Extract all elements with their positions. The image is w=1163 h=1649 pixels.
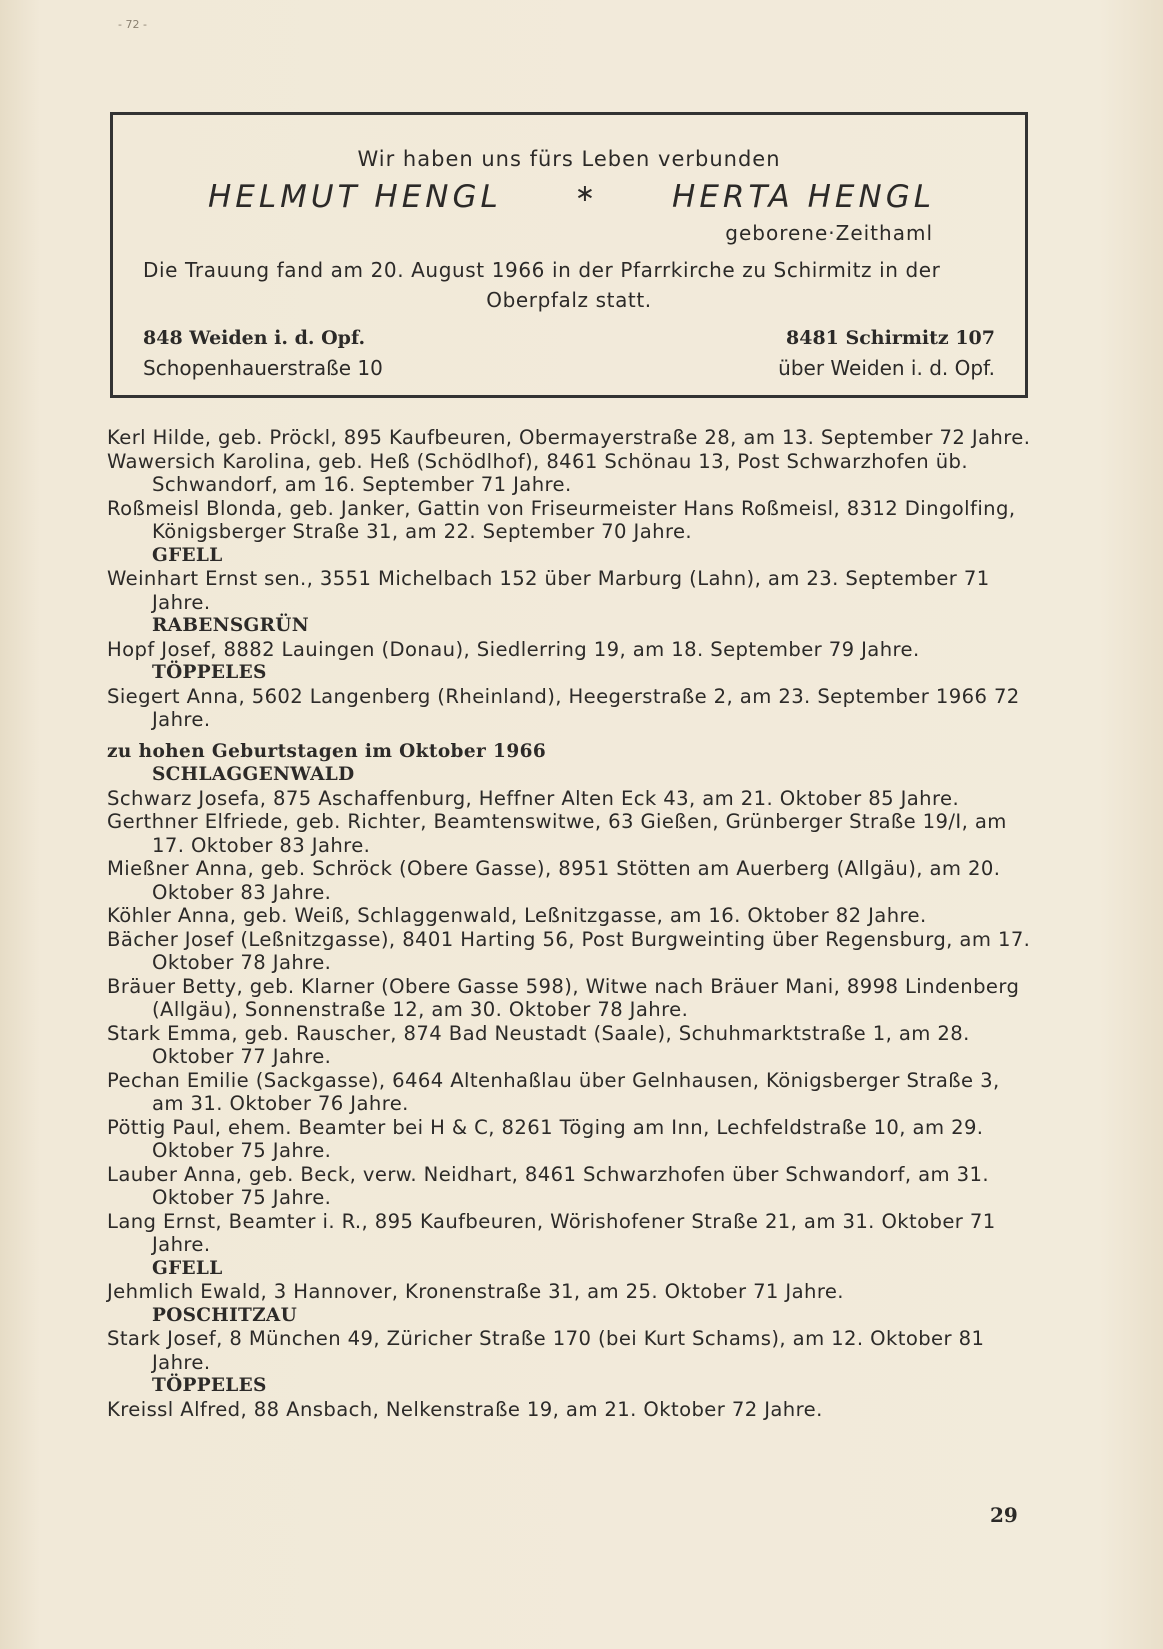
- page-number: 29: [990, 1503, 1018, 1527]
- list-item: Stark Josef, 8 München 49, Züricher Straße 170 (bei Kurt Schams), am 12. Oktober 81 Jahre.: [107, 1327, 985, 1374]
- groom-address: [143, 323, 383, 383]
- wedding-text: [143, 255, 995, 315]
- bride-city: 8481 Schirmitz 107: [786, 327, 995, 349]
- bride-address: [778, 323, 995, 383]
- list-item: Lauber Anna, geb. Beck, verw. Neidhart, 8461 Schwarzhofen über Schwandorf, am 31. Oktober 75 Jahre.: [107, 1162, 989, 1209]
- groom-name: HELMUT HENGL: [208, 179, 502, 215]
- list-item: Jehmlich Ewald, 3 Hannover, Kronenstraße 31, am 25. Oktober 71 Jahre.: [107, 1280, 844, 1303]
- list-item: Bächer Josef (Leßnitzgasse), 8401 Harting 56, Post Burgweinting über Regensburg, am 17. Oktober 78 Jahre.: [107, 927, 1031, 974]
- list-item: Lang Ernst, Beamter i. R., 895 Kaufbeuren, Wörishofener Straße 21, am 31. Oktober 71 Jahre.: [107, 1209, 996, 1256]
- bride-maiden-name: geborene·Zeithaml: [725, 221, 933, 245]
- place-heading: GFELL: [152, 544, 223, 566]
- list-item: Roßmeisl Blonda, geb. Janker, Gattin von Friseurmeister Hans Roßmeisl, 8312 Dingolfing, Königsberger Straße 31, am 22. September 70 Jahre.: [107, 496, 1016, 543]
- wedding-announcement-box: [110, 112, 1028, 398]
- groom-street-line: Schopenhauerstraße 10: [143, 356, 383, 380]
- bride-street-line: über Weiden i. d. Opf.: [778, 356, 995, 380]
- couple-names: [208, 179, 935, 215]
- list-item: Siegert Anna, 5602 Langenberg (Rheinland), Heegerstraße 2, am 23. September 1966 72 Jahre.: [107, 684, 1020, 731]
- list-item: Wawersich Karolina, geb. Heß (Schödlhof), 8461 Schönau 13, Post Schwarzhofen üb. Schwandorf, am 16. September 71 Jahre.: [107, 449, 969, 496]
- list-item: Hopf Josef, 8882 Lauingen (Donau), Siedlerring 19, am 18. September 79 Jahre.: [107, 637, 920, 661]
- place-heading: POSCHITZAU: [152, 1304, 298, 1326]
- list-item: Schwarz Josefa, 875 Aschaffenburg, Heffner Alten Eck 43, am 21. Oktober 85 Jahre.: [107, 786, 960, 810]
- place-heading: SCHLAGGENWALD: [152, 764, 355, 785]
- list-item: Gerthner Elfriede, geb. Richter, Beamtenswitwe, 63 Gießen, Grünberger Straße 19/I, am 17. Oktober 83 Jahre.: [107, 810, 1007, 857]
- announcement-intro: Wir haben uns fürs Leben verbunden: [357, 147, 781, 171]
- page-mark: - 72 -: [118, 18, 147, 31]
- place-heading: TÖPPELES: [152, 1375, 267, 1396]
- birthday-listing: [107, 426, 1032, 1421]
- bride-name: HERTA HENGL: [672, 179, 935, 215]
- place-heading: GFELL: [152, 1257, 223, 1279]
- list-item: Stark Emma, geb. Rauscher, 874 Bad Neustadt (Saale), Schuhmarktstraße 1, am 28. Oktober 77 Jahre.: [107, 1021, 970, 1068]
- list-item: Pöttig Paul, ehem. Beamter bei H & C, 8261 Töging am Inn, Lechfeldstraße 10, am 29. Oktober 75 Jahre.: [107, 1115, 984, 1162]
- wedding-text-main: Die Trauung fand am 20. August 1966 in der Pfarrkirche zu Schirmitz in der: [143, 258, 941, 282]
- list-item: Mießner Anna, geb. Schröck (Obere Gasse), 8951 Stötten am Auerberg (Allgäu), am 20. Oktober 83 Jahre.: [107, 857, 1001, 904]
- place-heading: RABENSGRÜN: [152, 615, 309, 636]
- section-heading: zu hohen Geburtstagen im Oktober 1966: [107, 740, 547, 762]
- place-heading: TÖPPELES: [152, 662, 267, 683]
- wedding-text-cont: Oberpfalz statt.: [486, 288, 652, 312]
- list-item: Bräuer Betty, geb. Klarner (Obere Gasse 598), Witwe nach Bräuer Mani, 8998 Lindenberg (Allgäu), Sonnenstraße 12, am 30. Oktober 78 Jahre.: [107, 974, 1020, 1021]
- list-item: Kerl Hilde, geb. Pröckl, 895 Kaufbeuren, Obermayerstraße 28, am 13. September 72 Jahre.: [107, 426, 1031, 449]
- list-item: Weinhart Ernst sen., 3551 Michelbach 152 über Marburg (Lahn), am 23. September 71 Jahre.: [107, 567, 990, 614]
- list-item: Köhler Anna, geb. Weiß, Schlaggenwald, Leßnitzgasse, am 16. Oktober 82 Jahre.: [107, 904, 927, 927]
- star-separator: ∗: [574, 179, 599, 207]
- list-item: Kreissl Alfred, 88 Ansbach, Nelkenstraße 19, am 21. Oktober 72 Jahre.: [107, 1397, 823, 1421]
- groom-city: 848 Weiden i. d. Opf.: [143, 327, 366, 349]
- list-item: Pechan Emilie (Sackgasse), 6464 Altenhaßlau über Gelnhausen, Königsberger Straße 3, am 31. Oktober 76 Jahre.: [107, 1068, 1000, 1115]
